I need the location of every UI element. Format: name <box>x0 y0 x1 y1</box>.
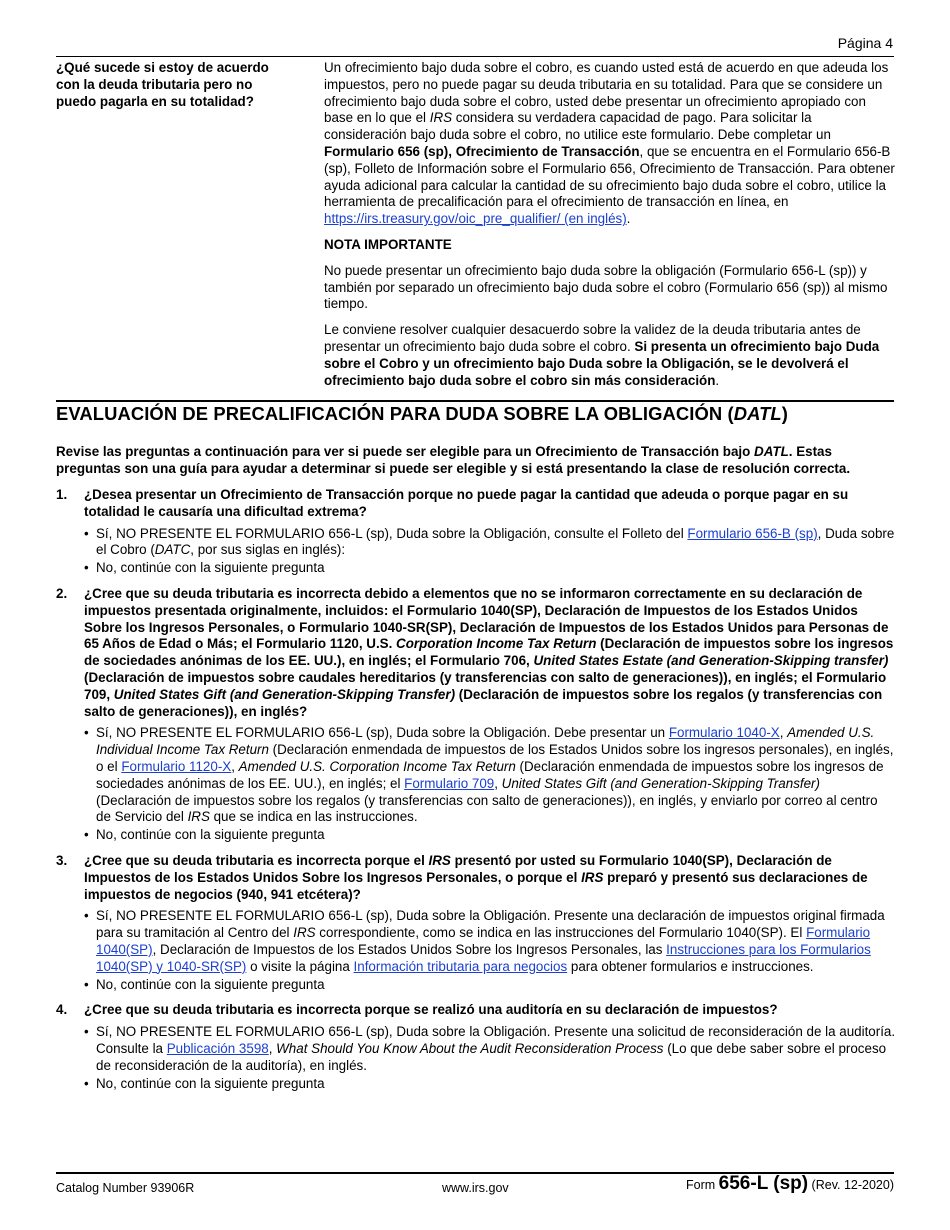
answer-no: • No, continúe con la siguiente pregunta <box>84 1075 325 1091</box>
question-number: 1. <box>56 487 68 502</box>
form-1120x-link[interactable]: Formulario 1120-X <box>121 758 232 774</box>
form-1040x-link[interactable]: Formulario 1040-X <box>668 725 780 741</box>
question-text: ¿Desea presentar un Ofrecimiento de Transacción porque no puede pagar la cantidad que adeuda o porque pagar en su totalidad le causaría una dificultad extrema? <box>84 487 849 519</box>
answer-no: • No, continúe con la siguiente pregunta <box>84 976 325 992</box>
business-tax-info-link[interactable]: Información tributaria para negocios <box>353 958 568 974</box>
question-1 <box>56 487 896 577</box>
question-number: 3. <box>56 852 68 868</box>
question-3 <box>56 853 896 993</box>
catalog-number: Catalog Number 93906R <box>56 1181 195 1195</box>
answer-no: • No, continúe con la siguiente pregunta <box>84 560 325 576</box>
oic-pre-qualifier-link[interactable]: https://irs.treasury.gov/oic_pre_qualifier/ (en inglés) <box>324 211 627 227</box>
section-divider <box>56 400 894 402</box>
question-2 <box>56 586 896 844</box>
faq-paragraph-2: No puede presentar un ofrecimiento bajo duda sobre la obligación (Formulario 656-L (sp)) y también por separado un ofrecimiento bajo duda sobre el cobro (Formulario 656 (sp)) al mismo tiempo. <box>324 262 888 312</box>
question-number: 4. <box>56 1002 68 1018</box>
question-text: ¿Cree que su deuda tributaria es incorrecta debido a elementos que no se informaron correctamente en su declaración de impuestos presentada originalmente, incluidos: el Formulario 1040(SP), Declaración de Impuestos de los Estados Unidos Sobre los Ingresos Personales, o Formulario 1040-SR(SP), Declaración de Impuestos de los Estados Unidos para Personas de 65 Años de Edad o Más; el Formulario 1120, U.S. Corporation Income Tax Return (Declaración de impuestos sobre los ingresos de sociedades anónimas de los EE. UU.), en inglés; el Formulario 706, United States Estate (and Generation-Skipping transfer) (Declaración de impuestos sobre caudales hereditarios (y transferencias con salto de generaciones)), en inglés; el Formulario 709, United States Gift (and Generation-Skipping Transfer) (Declaración de impuestos sobre los regalos (y transferencias con salto de generaciones)), en inglés? <box>84 585 894 719</box>
top-divider <box>56 56 894 57</box>
publication-3598-link[interactable]: Publicación 3598 <box>166 1040 269 1056</box>
faq-paragraph-1: Un ofrecimiento bajo duda sobre el cobro, es cuando usted está de acuerdo en que adeuda los impuestos, pero no puede pagar su deuda tributaria en su totalidad. Para que se considere un ofrecimiento bajo duda sobre el cobro, usted debe presentar un ofrecimiento apropiado con base en lo que el IRS considera su verdadera capacidad de pago. Para solicitar la consideración bajo duda sobre el cobro, no utilice este formulario. Debe completar un Formulario 656 (sp), Ofrecimiento de Transacción, que se encuentra en el Formulario 656-B (sp), Folleto de Información sobre el Formulario 656, Ofrecimiento de Transacción. Para obtener ayuda adicional para calcular la cantidad de su ofrecimiento bajo duda sobre el cobro, utilice la herramienta de precalificación para el ofrecimiento de transacción en línea, en https://irs.treasury.gov/oic_pre_qualifier/ (en inglés). <box>324 60 895 227</box>
question-text: ¿Cree que su deuda tributaria es incorrecta porque el IRS presentó por usted su Formulario 1040(SP), Declaración de Impuestos de los Estados Unidos Sobre los Ingresos Personales, o porque el IRS preparó y presentó sus declaraciones de impuestos de negocios (940, 941 etcétera)? <box>84 852 868 902</box>
form-1040sp-link[interactable]: Formulario 1040(SP) <box>96 925 871 957</box>
form-identifier: Form 656-L (sp) (Rev. 12-2020) <box>686 1173 894 1194</box>
form-656-b-link[interactable]: Formulario 656-B (sp) <box>687 525 818 541</box>
faq-answer <box>324 60 896 398</box>
question-number: 2. <box>56 585 68 601</box>
question-4 <box>56 1002 896 1092</box>
faq-question: ¿Qué sucede si estoy de acuerdo con la deuda tributaria pero no puedo pagarla en su totalidad? <box>56 60 269 109</box>
question-text: ¿Cree que su deuda tributaria es incorrecta porque se realizó una auditoría en su declaración de impuestos? <box>84 1002 778 1018</box>
section-intro: Revise las preguntas a continuación para ver si puede ser elegible para un Ofrecimiento de Transacción bajo DATL. Estas preguntas son una guía para ayudar a determinar si puede ser elegible y si está presentando la clase de resolución correcta. <box>56 444 851 476</box>
section-title: EVALUACIÓN DE PRECALIFICACIÓN PARA DUDA SOBRE LA OBLIGACIÓN (DATL) <box>56 403 789 424</box>
website: www.irs.gov <box>442 1181 509 1195</box>
answer-yes: • Sí, NO PRESENTE EL FORMULARIO 656-L (sp), Duda sobre la Obligación. Presente una declaración de impuestos original firmada para su tramitación al Centro del IRS correspondiente, como se indica en las instrucciones del Formulario 1040(SP). El Formulario 1040(SP), Declaración de Impuestos de los Estados Unidos Sobre los Ingresos Personales, las Instrucciones para los Formularios 1040(SP) y 1040-SR(SP) o visite la página Información tributaria para negocios para obtener formularios e instrucciones. <box>84 908 885 974</box>
answer-yes: • Sí, NO PRESENTE EL FORMULARIO 656-L (sp), Duda sobre la Obligación. Presente una solicitud de reconsideración de la auditoría. Consulte la Publicación 3598, What Should You Know About the Audit Reconsideration Process (Lo que debe saber sobre el proceso de reconsideración de la auditoría), en inglés. <box>84 1024 896 1073</box>
answer-yes: • Sí, NO PRESENTE EL FORMULARIO 656-L (sp), Duda sobre la Obligación. Debe presentar un Formulario 1040-X, Amended U.S. Individual Income Tax Return (Declaración enmendada de impuestos de los Estados Unidos sobre los ingresos personales), en inglés, o el Formulario 1120-X, Amended U.S. Corporation Income Tax Return (Declaración enmendada de impuestos sobre los ingresos de sociedades anónimas de los EE. UU.), en inglés; el Formulario 709, United States Gift (and Generation-Skipping Transfer) (Declaración de impuestos sobre los regalos (y transferencias con salto de generaciones)), en inglés, y enviarlo por correo al centro de Servicio del IRS que se indica en las instrucciones. <box>84 725 894 825</box>
question-list <box>56 487 896 1101</box>
form-709-link[interactable]: Formulario 709 <box>404 775 495 791</box>
instructions-1040sp-link[interactable]: Instrucciones para los Formularios 1040(SP) y 1040-SR(SP) <box>96 941 871 974</box>
nota-importante-heading: NOTA IMPORTANTE <box>324 236 452 252</box>
faq-paragraph-3: Le conviene resolver cualquier desacuerdo sobre la validez de la deuda tributaria antes de presentar un ofrecimiento bajo duda sobre el cobro. Si presenta un ofrecimiento bajo Duda sobre el Cobro y un ofrecimiento bajo Duda sobre la Obligación, se le devolverá el ofrecimiento bajo duda sobre el cobro sin más consideración. <box>324 322 880 388</box>
page-number: Página 4 <box>837 35 893 51</box>
answer-yes: • Sí, NO PRESENTE EL FORMULARIO 656-L (sp), Duda sobre la Obligación, consulte el Folleto del Formulario 656-B (sp), Duda sobre el Cobro (DATC, por sus siglas en inglés): <box>84 525 895 558</box>
answer-no: • No, continúe con la siguiente pregunta <box>84 827 325 843</box>
